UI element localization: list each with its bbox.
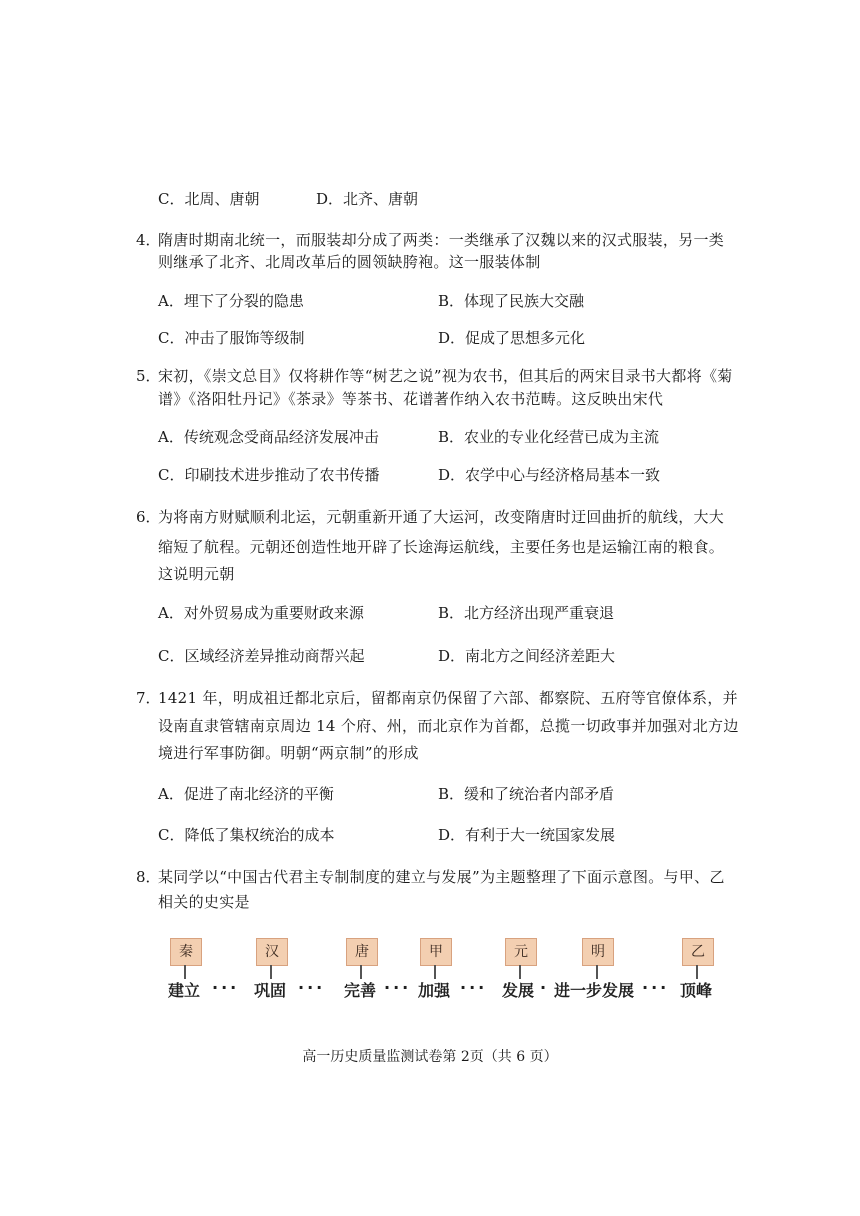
option-a: A．传统观念受商品经济发展冲击 bbox=[158, 428, 379, 446]
page-footer: 高一历史质量监测试卷第 2页（共 6 页） bbox=[302, 1049, 558, 1065]
option-b: B．北方经济出现严重衰退 bbox=[438, 604, 615, 622]
era-box-jia: 甲 bbox=[420, 938, 452, 966]
question-text-line: 谱》《洛阳牡丹记》《茶录》等茶书、花谱著作纳入农书范畴。这反映出宋代 bbox=[158, 390, 664, 408]
question-text-line: 宋初，《崇文总目》仅将耕作等“树艺之说”视为农书，但其后的两宋目录书大都将《菊 bbox=[158, 367, 733, 385]
stage-label: 建立 bbox=[168, 981, 201, 1000]
stage-label: 加强 bbox=[418, 981, 451, 1000]
dynasty-timeline bbox=[168, 938, 728, 1008]
option-c: C．降低了集权统治的成本 bbox=[158, 826, 335, 844]
q3-option-d: D．北齐、唐朝 bbox=[316, 190, 419, 208]
question-text-line: 1421 年，明成祖迁都北京后，留都南京仍保留了六部、都察院、五府等官僚体系，并 bbox=[158, 689, 738, 707]
era-box-tang: 唐 bbox=[346, 938, 378, 966]
stage-label: 发展 bbox=[502, 981, 535, 1000]
question-number: 8． bbox=[136, 868, 161, 886]
question-text-line: 境进行军事防御。明朝“两京制”的形成 bbox=[158, 744, 419, 762]
question-text-line: 这说明元朝 bbox=[158, 565, 235, 583]
question-number: 5． bbox=[136, 367, 161, 385]
option-d: D．促成了思想多元化 bbox=[438, 329, 586, 347]
question-number: 4． bbox=[136, 231, 161, 249]
stage-label: 完善 bbox=[344, 981, 377, 1000]
option-d: D．南北方之间经济差距大 bbox=[438, 647, 616, 665]
option-a: A．对外贸易成为重要财政来源 bbox=[158, 604, 364, 622]
stage-label: 巩固 bbox=[254, 981, 287, 1000]
timeline-tick bbox=[596, 965, 598, 979]
option-b: B．缓和了统治者内部矛盾 bbox=[438, 785, 615, 803]
stage-label: 顶峰 bbox=[680, 981, 713, 1000]
question-text-line: 为将南方财赋顺利北运，元朝重新开通了大运河，改变隋唐时迂回曲折的航线，大大 bbox=[158, 508, 725, 526]
era-box-qin: 秦 bbox=[170, 938, 202, 966]
timeline-connector: ··· bbox=[460, 978, 488, 997]
q3-option-c: C．北周、唐朝 bbox=[158, 190, 260, 208]
question-text-line: 相关的史实是 bbox=[158, 893, 250, 911]
timeline-tick bbox=[360, 965, 362, 979]
option-a: A．促进了南北经济的平衡 bbox=[158, 785, 334, 803]
timeline-tick bbox=[696, 965, 698, 979]
option-c: C．冲击了服饰等级制 bbox=[158, 329, 305, 347]
option-a: A．埋下了分裂的隐患 bbox=[158, 292, 304, 310]
option-d: D．农学中心与经济格局基本一致 bbox=[438, 466, 661, 484]
timeline-tick bbox=[519, 965, 521, 979]
option-c: C．印刷技术进步推动了农书传播 bbox=[158, 466, 380, 484]
option-c: C．区域经济差异推动商帮兴起 bbox=[158, 647, 365, 665]
timeline-tick bbox=[184, 965, 186, 979]
era-box-yi: 乙 bbox=[682, 938, 714, 966]
timeline-connector: ··· bbox=[298, 978, 326, 997]
era-box-ming: 明 bbox=[582, 938, 614, 966]
timeline-connector: ··· bbox=[212, 978, 240, 997]
question-text-line: 缩短了航程。元朝还创造性地开辟了长途海运航线，主要任务也是运输江南的粮食。 bbox=[158, 538, 725, 556]
question-text-line: 某同学以“中国古代君主专制制度的建立与发展”为主题整理了下面示意图。与甲、乙 bbox=[158, 868, 725, 886]
question-text-line: 则继承了北齐、北周改革后的圆领缺胯袍。这一服装体制 bbox=[158, 253, 541, 271]
era-box-han: 汉 bbox=[256, 938, 288, 966]
timeline-tick bbox=[270, 965, 272, 979]
timeline-connector: ··· bbox=[384, 978, 412, 997]
timeline-tick bbox=[434, 965, 436, 979]
question-text-line: 隋唐时期南北统一，而服装却分成了两类：一类继承了汉魏以来的汉式服装，另一类 bbox=[158, 231, 725, 249]
question-number: 6． bbox=[136, 508, 161, 526]
option-d: D．有利于大一统国家发展 bbox=[438, 826, 616, 844]
timeline-connector: ··· bbox=[642, 978, 670, 997]
era-box-yuan: 元 bbox=[505, 938, 537, 966]
option-b: B．农业的专业化经营已成为主流 bbox=[438, 428, 660, 446]
question-text-line: 设南直隶管辖南京周边 14 个府、州，而北京作为首都，总揽一切政事并加强对北方边 bbox=[158, 717, 739, 735]
stage-label: 进一步发展 bbox=[554, 981, 635, 1000]
timeline-connector: · bbox=[540, 978, 550, 997]
option-b: B．体现了民族大交融 bbox=[438, 292, 585, 310]
question-number: 7． bbox=[136, 689, 161, 707]
